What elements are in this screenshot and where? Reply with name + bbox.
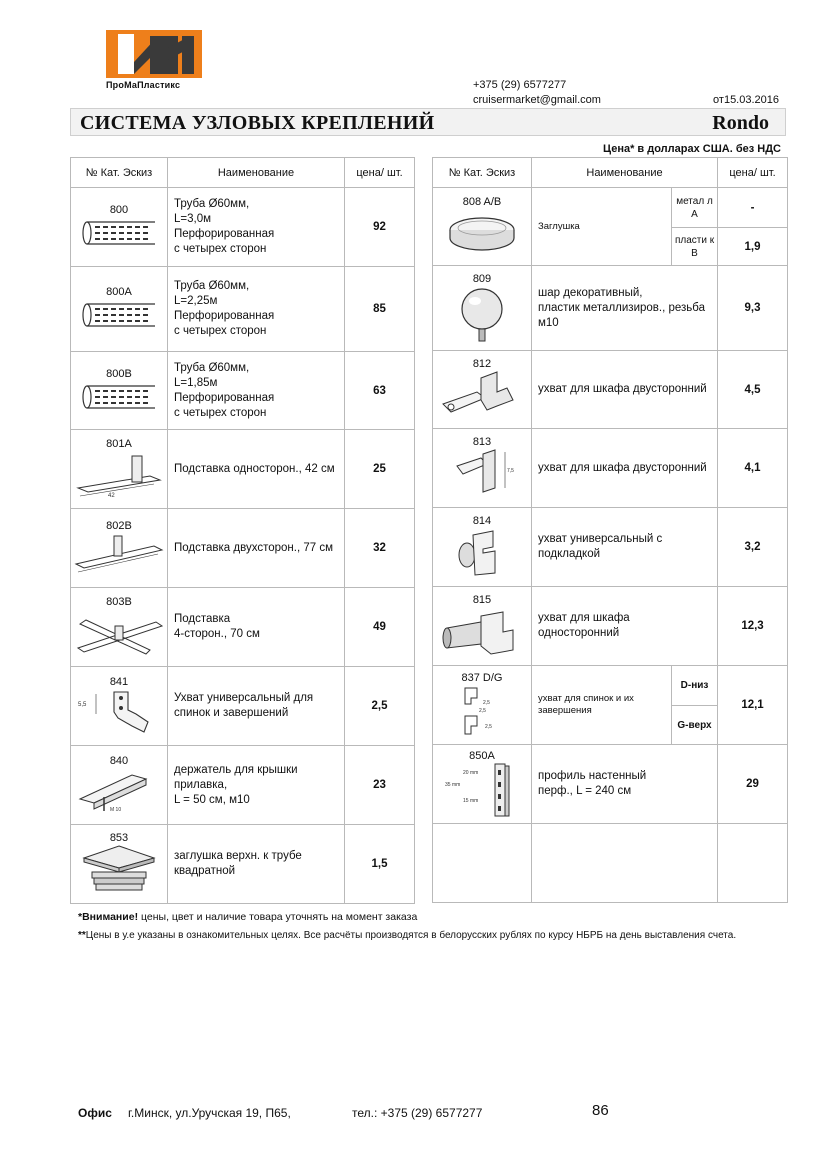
single-stand-icon xyxy=(74,450,164,500)
item-name: ухват для шкафа двусторонний xyxy=(532,351,718,429)
item-code: 840 xyxy=(109,755,129,767)
sketch-cell xyxy=(433,188,532,266)
brand-name: Rondo xyxy=(712,112,769,134)
double-stand-icon xyxy=(74,532,164,576)
svg-text:2,5: 2,5 xyxy=(485,724,492,730)
double-cabinet-clip-icon xyxy=(437,448,527,500)
left-catalog-table xyxy=(70,157,415,904)
sketch-cell xyxy=(71,188,168,267)
counter-lid-holder-icon xyxy=(74,767,164,815)
table-row xyxy=(433,587,788,666)
table-row xyxy=(71,825,415,904)
item-price: - xyxy=(718,188,788,228)
item-code: 801A xyxy=(106,438,132,450)
sketch-cell xyxy=(71,825,168,904)
table-row xyxy=(71,267,415,352)
svg-text:2,5: 2,5 xyxy=(483,700,490,706)
item-price: 12,3 xyxy=(718,587,788,666)
sketch-cell xyxy=(71,509,168,588)
item-code: 813 xyxy=(472,436,492,448)
table-row xyxy=(433,351,788,429)
table-row xyxy=(71,430,415,509)
sketch-cell xyxy=(71,430,168,509)
item-price: 32 xyxy=(345,509,415,588)
item-price: 12,1 xyxy=(718,666,788,745)
table-row xyxy=(71,509,415,588)
variant-label: G-верх xyxy=(672,706,718,745)
item-code: 800B xyxy=(106,367,132,380)
item-name: Труба Ø60мм, L=1,85м Перфорированная с четырех сторон xyxy=(168,352,345,430)
item-name: Ухват универсальный для спинок и завершений xyxy=(168,667,345,746)
perforated-tube-icon xyxy=(79,216,159,250)
svg-text:7,5: 7,5 xyxy=(507,468,514,474)
price-note: Цена* в долларах США. без НДС xyxy=(603,143,781,155)
item-price: 1,9 xyxy=(718,228,788,266)
table-row xyxy=(71,588,415,667)
header-phone: +375 (29) 6577277 xyxy=(473,79,567,91)
warning-note: *Внимание! цены, цвет и наличие товара уточнять на момент заказа xyxy=(78,911,418,923)
item-code: 814 xyxy=(472,515,492,527)
table-header xyxy=(433,158,788,188)
col-price-header: цена/ шт. xyxy=(345,158,415,188)
header-email[interactable]: cruisermarket@gmail.com xyxy=(473,94,601,106)
sketch-cell xyxy=(433,429,532,508)
prices-note: **Цены в у.е указаны в ознакомительных целях. Все расчёты производятся в белорусских рублях по курсу НБРБ на день выставления счета. xyxy=(78,930,737,941)
item-name: заглушка верхн. к трубе квадратной xyxy=(168,825,345,904)
sketch-cell xyxy=(71,352,168,430)
item-price: 9,3 xyxy=(718,266,788,351)
item-price: 23 xyxy=(345,746,415,825)
sketch-cell xyxy=(433,587,532,666)
item-price: 49 xyxy=(345,588,415,667)
table-row xyxy=(71,188,415,267)
table-row xyxy=(71,352,415,430)
page-title: СИСТЕМА УЗЛОВЫХ КРЕПЛЕНИЙ xyxy=(80,112,435,134)
item-price: 63 xyxy=(345,352,415,430)
perforated-tube-icon xyxy=(79,380,159,414)
item-name: ухват для шкафа односторонний xyxy=(532,587,718,666)
item-price: 92 xyxy=(345,188,415,267)
item-price: 1,5 xyxy=(345,825,415,904)
footer-office-label: Офис xyxy=(78,1106,112,1120)
footer-phone: тел.: +375 (29) 6577277 xyxy=(352,1106,483,1120)
perforated-tube-icon xyxy=(79,298,159,332)
single-cabinet-clip-icon xyxy=(437,606,527,658)
table-row xyxy=(433,429,788,508)
double-cabinet-clip-icon xyxy=(437,370,527,422)
item-name: Подставка 4-сторон., 70 см xyxy=(168,588,345,667)
backrest-clip-icon xyxy=(437,684,527,738)
col-price-header: цена/ шт. xyxy=(718,158,788,188)
universal-clip-icon xyxy=(74,688,164,736)
item-name: ухват универсальный с подкладкой xyxy=(532,508,718,587)
sketch-cell xyxy=(433,266,532,351)
svg-text:2,5: 2,5 xyxy=(479,708,486,714)
sketch-cell xyxy=(71,746,168,825)
item-price: 4,5 xyxy=(718,351,788,429)
item-code: 802B xyxy=(106,520,132,532)
sketch-cell xyxy=(71,588,168,667)
table-row xyxy=(71,667,415,746)
page-number: 86 xyxy=(592,1102,609,1119)
variant-label: D-низ xyxy=(672,666,718,706)
item-name: Заглушка xyxy=(532,188,672,266)
svg-text:М 10: М 10 xyxy=(110,807,122,813)
item-name: Подставка двухсторон., 77 см xyxy=(168,509,345,588)
sketch-cell xyxy=(433,508,532,587)
svg-text:42: 42 xyxy=(108,493,115,499)
item-price: 4,1 xyxy=(718,429,788,508)
item-name: шар декоративный, пластик металлизиров., резьба м10 xyxy=(532,266,718,351)
end-cap-icon xyxy=(442,208,522,258)
item-name: ухват для шкафа двусторонний xyxy=(532,429,718,508)
right-catalog-table xyxy=(432,157,788,903)
item-price: 25 xyxy=(345,430,415,509)
header-date: от15.03.2016 xyxy=(713,94,779,106)
sketch-cell xyxy=(71,267,168,352)
item-name: Подставка односторон., 42 см xyxy=(168,430,345,509)
sketch-cell xyxy=(433,745,532,824)
item-price: 3,2 xyxy=(718,508,788,587)
table-header xyxy=(71,158,415,188)
cross-stand-icon xyxy=(74,608,164,658)
footer-address: г.Минск, ул.Уручская 19, П65, xyxy=(128,1106,291,1120)
item-price: 2,5 xyxy=(345,667,415,746)
table-row xyxy=(433,666,788,706)
universal-clip-pad-icon xyxy=(437,527,527,579)
item-code: 837 D/G xyxy=(461,672,503,684)
col-code-header: № Кат. Эскиз xyxy=(71,158,168,188)
sketch-cell xyxy=(71,667,168,746)
item-name: Труба Ø60мм, L=2,25м Перфорированная с четырех сторон xyxy=(168,267,345,352)
svg-text:20 mm: 20 mm xyxy=(463,770,479,776)
table-row xyxy=(433,508,788,587)
item-code: 800A xyxy=(106,286,132,298)
table-row xyxy=(433,266,788,351)
item-code: 809 xyxy=(472,273,492,285)
decorative-ball-icon xyxy=(442,285,522,343)
sketch-cell xyxy=(433,351,532,429)
wall-profile-icon xyxy=(437,762,527,818)
item-price: 29 xyxy=(718,745,788,824)
table-row-empty xyxy=(433,824,788,903)
svg-text:35 mm: 35 mm xyxy=(445,782,461,788)
svg-text:5,5: 5,5 xyxy=(78,702,87,708)
item-code: 815 xyxy=(472,594,492,606)
col-name-header: Наименование xyxy=(168,158,345,188)
col-code-header: № Кат. Эскиз xyxy=(433,158,532,188)
item-code: 850A xyxy=(469,750,495,762)
item-code: 853 xyxy=(109,832,129,844)
item-code: 800 xyxy=(109,204,129,216)
item-code: 808 A/B xyxy=(462,195,502,208)
item-name: Труба Ø60мм, L=3,0м Перфорированная с четырех сторон xyxy=(168,188,345,267)
item-price: 85 xyxy=(345,267,415,352)
variant-label: метал л А xyxy=(672,188,718,228)
table-row xyxy=(433,188,788,228)
variant-label: пласти к В xyxy=(672,228,718,266)
company-name: ПроМаПластикс xyxy=(106,80,181,90)
svg-text:15 mm: 15 mm xyxy=(463,798,479,804)
col-name-header: Наименование xyxy=(532,158,718,188)
item-name: профиль настенный перф., L = 240 см xyxy=(532,745,718,824)
item-code: 812 xyxy=(472,357,492,370)
table-row xyxy=(433,745,788,824)
square-cap-icon xyxy=(74,844,164,896)
item-code: 803B xyxy=(106,596,132,608)
table-row xyxy=(71,746,415,825)
item-name: держатель для крышки прилавка, L = 50 см, м10 xyxy=(168,746,345,825)
item-name: ухват для спинок и их завершения xyxy=(532,666,672,745)
sketch-cell xyxy=(433,666,532,745)
item-code: 841 xyxy=(109,676,129,688)
